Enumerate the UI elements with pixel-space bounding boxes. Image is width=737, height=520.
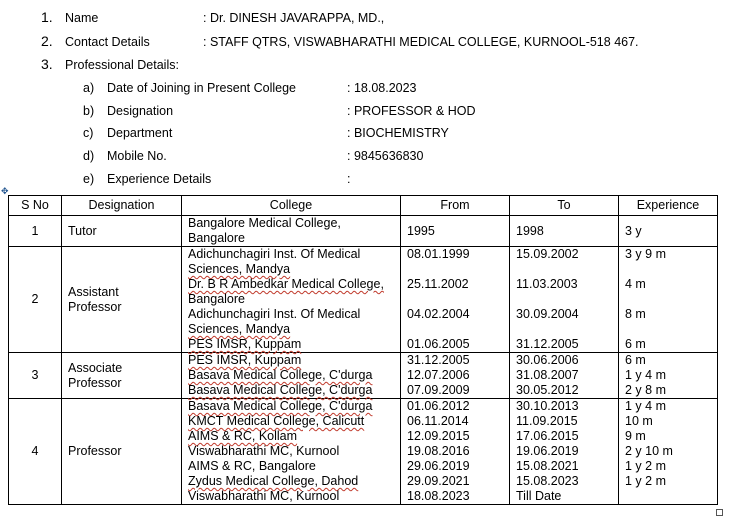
name-label: Name <box>65 11 99 25</box>
table-row <box>9 247 718 353</box>
department-value: : BIOCHEMISTRY <box>347 126 449 140</box>
exp-value: 2 y 8 m <box>625 383 666 397</box>
sno-cell: 1 <box>9 216 62 247</box>
to-cell <box>510 399 619 505</box>
designation-cell: Assistant Professor <box>62 247 182 353</box>
from-value: 01.06.2005 <box>407 337 470 351</box>
joining-date-label: Date of Joining in Present College <box>107 81 297 95</box>
college-line: Sciences, Mandya <box>188 262 291 276</box>
from-value: 04.02.2004 <box>407 307 470 321</box>
header-designation: Designation <box>62 196 182 216</box>
from-value: 29.09.2021 <box>407 474 470 488</box>
exp-value: 6 m <box>625 337 646 351</box>
exp-value <box>625 489 711 504</box>
to-value: 15.09.2002 <box>516 247 579 261</box>
college-line: Adichunchagiri Inst. Of Medical <box>188 247 361 261</box>
to-cell <box>510 247 619 353</box>
designation-cell: Tutor <box>62 216 182 247</box>
sno-cell: 3 <box>9 353 62 399</box>
from-value: 01.06.2012 <box>407 399 470 413</box>
from-value: 31.12.2005 <box>407 353 470 367</box>
exp-value: 1 y 4 m <box>625 368 666 382</box>
exp-value: 9 m <box>625 429 646 443</box>
exp-value: 1 y 4 m <box>625 399 666 413</box>
to-value: 30.05.2012 <box>516 383 579 397</box>
item-number: 3. <box>41 56 53 72</box>
designation-label: Designation <box>107 104 174 118</box>
to-value: 11.09.2015 <box>516 414 578 428</box>
experience-cell <box>619 399 718 505</box>
to-value: 30.06.2006 <box>516 353 579 367</box>
from-cell <box>401 399 510 505</box>
college-line: Basava Medical College, C'durga <box>188 368 373 382</box>
mobile-label: Mobile No. <box>107 149 167 163</box>
to-value: 31.08.2007 <box>516 368 579 382</box>
to-value: 15.08.2021 <box>516 459 579 473</box>
table-body <box>9 216 718 505</box>
to-value: Till Date <box>516 489 562 503</box>
exp-value: 2 y 10 m <box>625 444 673 458</box>
item-number: 1. <box>41 9 53 25</box>
exp-value: 3 y 9 m <box>625 247 666 261</box>
from-value: 29.06.2019 <box>407 459 470 473</box>
to-value: 17.06.2015 <box>516 429 579 443</box>
exp-value: 8 m <box>625 307 646 321</box>
exp-value: 3 y <box>625 223 642 238</box>
from-value: 06.11.2014 <box>407 414 469 428</box>
experience-table <box>8 195 718 505</box>
experience-cell <box>619 216 718 247</box>
from-value: 12.09.2015 <box>407 429 470 443</box>
college-line: Adichunchagiri Inst. Of Medical <box>188 307 361 321</box>
experience-cell <box>619 247 718 353</box>
from-cell <box>401 247 510 353</box>
sub-item-letter: b) <box>83 104 95 118</box>
joining-date-value: : 18.08.2023 <box>347 81 417 95</box>
to-value: 11.03.2003 <box>516 277 578 291</box>
college-cell <box>182 216 401 247</box>
header-college: College <box>182 196 401 216</box>
sub-item-letter: a) <box>83 81 95 95</box>
college-line: PES IMSR, Kuppam <box>188 353 302 367</box>
designation-value: : PROFESSOR & HOD <box>347 104 476 118</box>
contact-value: : STAFF QTRS, VISWABHARATHI MEDICAL COLLEGE, KURNOOL-518 467. <box>203 35 639 49</box>
table-resize-handle[interactable] <box>716 509 723 516</box>
header-to: To <box>510 196 619 216</box>
department-label: Department <box>107 126 173 140</box>
designation-cell: Associate Professor <box>62 353 182 399</box>
college-cell <box>182 353 401 399</box>
college-cell <box>182 247 401 353</box>
header-sno: S No <box>9 196 62 216</box>
to-cell <box>510 353 619 399</box>
from-value: 1995 <box>407 223 435 238</box>
header-experience: Experience <box>619 196 718 216</box>
header-from: From <box>401 196 510 216</box>
experience-details-label: Experience Details <box>107 172 212 186</box>
from-value: 25.11.2002 <box>407 277 469 291</box>
from-cell <box>401 216 510 247</box>
exp-value: 1 y 2 m <box>625 459 666 473</box>
exp-value: 6 m <box>625 353 646 367</box>
from-value: 18.08.2023 <box>407 489 470 503</box>
college-line: Bangalore Medical College, <box>188 216 341 230</box>
college-line: AIMS & RC, Bangalore <box>188 459 316 473</box>
college-line: Viswabharathi MC, Kurnool <box>188 489 340 503</box>
college-line: PES IMSR, Kuppam <box>188 337 302 351</box>
to-value: 19.06.2019 <box>516 444 579 458</box>
to-value: 30.09.2004 <box>516 307 579 321</box>
table-row <box>9 216 718 247</box>
sno-cell: 2 <box>9 247 62 353</box>
contact-label: Contact Details <box>65 35 150 49</box>
item-number: 2. <box>41 33 53 49</box>
college-line: Basava Medical College, C'durga <box>188 399 373 413</box>
sub-item-letter: e) <box>83 172 95 186</box>
college-line: Bangalore <box>188 231 245 245</box>
college-line: KMCT Medical College, Calicutt <box>188 414 365 428</box>
experience-cell <box>619 353 718 399</box>
exp-value: 1 y 2 m <box>625 474 666 488</box>
table-row <box>9 399 718 505</box>
exp-value: 4 m <box>625 277 646 291</box>
mobile-value: : 9845636830 <box>347 149 424 163</box>
college-line: Basava Medical College, C'durga <box>188 383 373 397</box>
to-cell <box>510 216 619 247</box>
exp-value: 10 m <box>625 414 653 428</box>
to-value: 1998 <box>516 223 544 238</box>
college-line: Sciences, Mandya <box>188 322 291 336</box>
college-line: Dr. B R Ambedkar Medical College, <box>188 277 384 291</box>
college-line: AIMS & RC, Kollam <box>188 429 298 443</box>
college-cell <box>182 399 401 505</box>
from-cell <box>401 353 510 399</box>
from-value: 08.01.1999 <box>407 247 470 261</box>
college-line: Viswabharathi MC, Kurnool <box>188 444 340 458</box>
from-value: 07.09.2009 <box>407 383 470 397</box>
from-value: 19.08.2016 <box>407 444 470 458</box>
designation-cell: Professor <box>62 399 182 505</box>
sub-item-letter: d) <box>83 149 95 163</box>
experience-details-value: : <box>347 172 351 186</box>
table-row <box>9 353 718 399</box>
to-value: 31.12.2005 <box>516 337 579 351</box>
professional-details-label: Professional Details: <box>65 58 179 72</box>
to-value: 30.10.2013 <box>516 399 579 413</box>
sub-item-letter: c) <box>83 126 94 140</box>
table-move-handle-icon[interactable]: ✥ <box>1 186 9 196</box>
sno-cell: 4 <box>9 399 62 505</box>
college-line: Zydus Medical College, Dahod <box>188 474 359 488</box>
table-header-row <box>9 196 718 216</box>
from-value: 12.07.2006 <box>407 368 470 382</box>
college-line: Bangalore <box>188 292 245 306</box>
name-value: : Dr. DINESH JAVARAPPA, MD., <box>203 11 385 25</box>
to-value: 15.08.2023 <box>516 474 579 488</box>
